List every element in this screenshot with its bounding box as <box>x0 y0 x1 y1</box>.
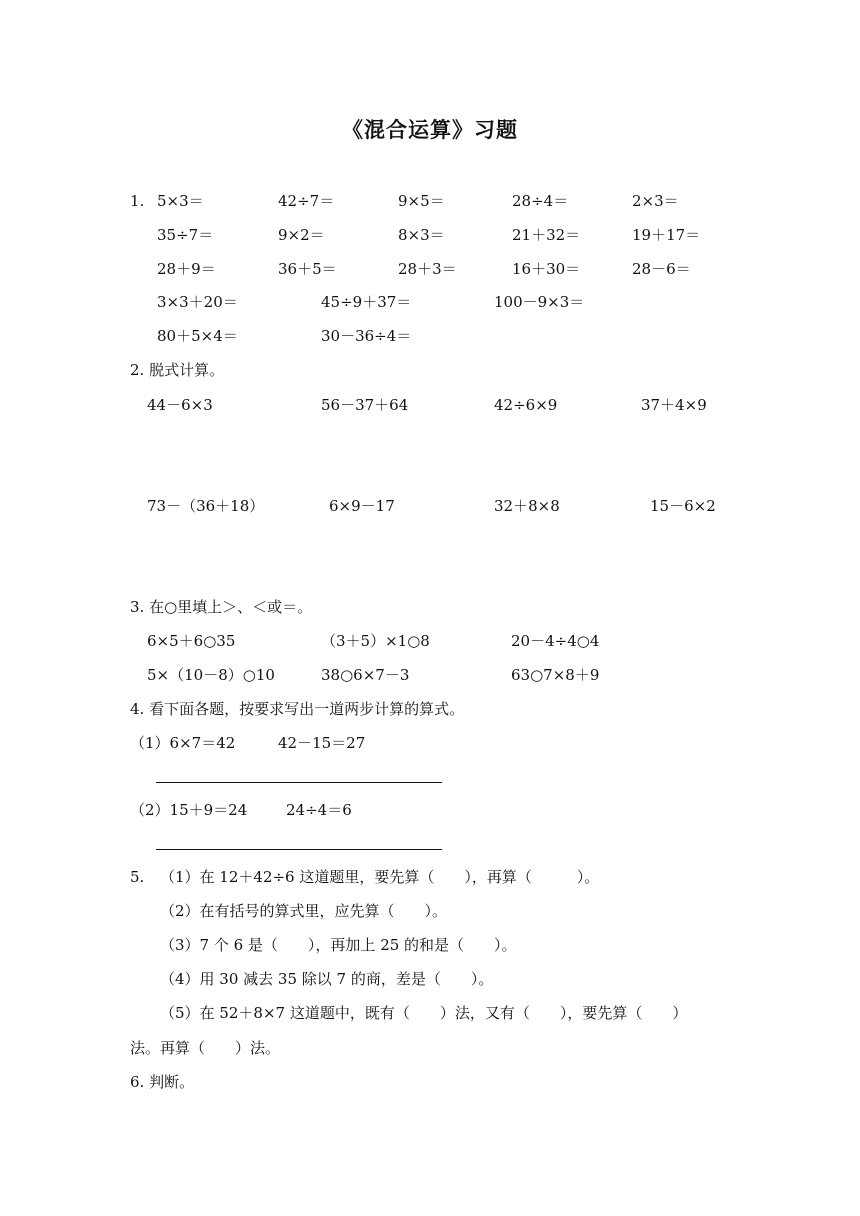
answer-line <box>156 782 442 783</box>
q3-item: 5×（10－8）○10 <box>147 666 275 684</box>
question-5-number: 5. <box>130 868 145 886</box>
q3-item: （3＋5）×1○8 <box>321 632 430 650</box>
q4-part-1-first: （1）6×7＝42 <box>130 734 236 752</box>
q4-part-1-second: 42－15＝27 <box>278 734 366 752</box>
q1-item: 3×3＋20＝ <box>157 293 238 311</box>
q1-item: 8×3＝ <box>398 226 445 244</box>
q1-item: 36＋5＝ <box>278 260 337 278</box>
q1-item: 19＋17＝ <box>632 226 701 244</box>
q2-item: 56－37＋64 <box>321 396 409 414</box>
q4-part-2-second: 24÷4＝6 <box>286 801 352 819</box>
q2-item: 73－（36＋18） <box>147 497 265 515</box>
question-2-heading: 2. 脱式计算。 <box>130 361 225 379</box>
q2-item: 42÷6×9 <box>494 396 558 414</box>
q4-part-2-first: （2）15＋9＝24 <box>130 801 248 819</box>
q2-item: 44－6×3 <box>147 396 213 414</box>
q1-item: 28÷4＝ <box>512 192 569 210</box>
q5-line: （1）在 12＋42÷6 这道题里，要先算（ ），再算（ ）。 <box>160 868 600 886</box>
answer-line <box>156 849 442 850</box>
question-3-heading: 3. 在○里填上＞、＜或＝。 <box>130 598 313 616</box>
q1-item: 28＋3＝ <box>398 260 457 278</box>
q3-item: 6×5＋6○35 <box>147 632 236 650</box>
q5-line: （4）用 30 减去 35 除以 7 的商，差是（ ）。 <box>160 970 494 988</box>
q3-item: 63○7×8＋9 <box>511 666 600 684</box>
page-title: 《混合运算》习题 <box>342 118 518 142</box>
q1-item: 100－9×3＝ <box>494 293 585 311</box>
q1-item: 16＋30＝ <box>512 260 581 278</box>
q5-line: （3）7 个 6 是（ ），再加上 25 的和是（ ）。 <box>160 936 517 954</box>
q2-item: 15－6×2 <box>650 497 716 515</box>
q2-item: 6×9－17 <box>329 497 395 515</box>
q1-item: 9×2＝ <box>278 226 325 244</box>
question-4-heading: 4. 看下面各题，按要求写出一道两步计算的算式。 <box>130 700 465 718</box>
q3-item: 38○6×7－3 <box>321 666 410 684</box>
q1-item: 45÷9＋37＝ <box>321 293 412 311</box>
q1-item: 42÷7＝ <box>278 192 335 210</box>
q5-line: （2）在有括号的算式里，应先算（ ）。 <box>160 902 448 920</box>
question-6-heading: 6. 判断。 <box>130 1073 195 1091</box>
q2-item: 32＋8×8 <box>494 497 560 515</box>
q1-item: 9×5＝ <box>398 192 445 210</box>
q1-item: 30－36÷4＝ <box>321 327 412 345</box>
q1-item: 35÷7＝ <box>157 226 214 244</box>
q5-line: 法。再算（ ）法。 <box>130 1039 281 1057</box>
q5-line: （5）在 52＋8×7 这道题中，既有（ ）法，又有（ ），要先算（ ） <box>160 1004 688 1022</box>
q1-item: 2×3＝ <box>632 192 679 210</box>
q1-item: 21＋32＝ <box>512 226 581 244</box>
q1-item: 5×3＝ <box>157 192 204 210</box>
q1-item: 28＋9＝ <box>157 260 216 278</box>
q1-item: 80＋5×4＝ <box>157 327 238 345</box>
q2-item: 37＋4×9 <box>641 396 707 414</box>
q3-item: 20－4÷4○4 <box>511 632 600 650</box>
q1-item: 28－6＝ <box>632 260 691 278</box>
question-1-number: 1. <box>130 192 145 210</box>
